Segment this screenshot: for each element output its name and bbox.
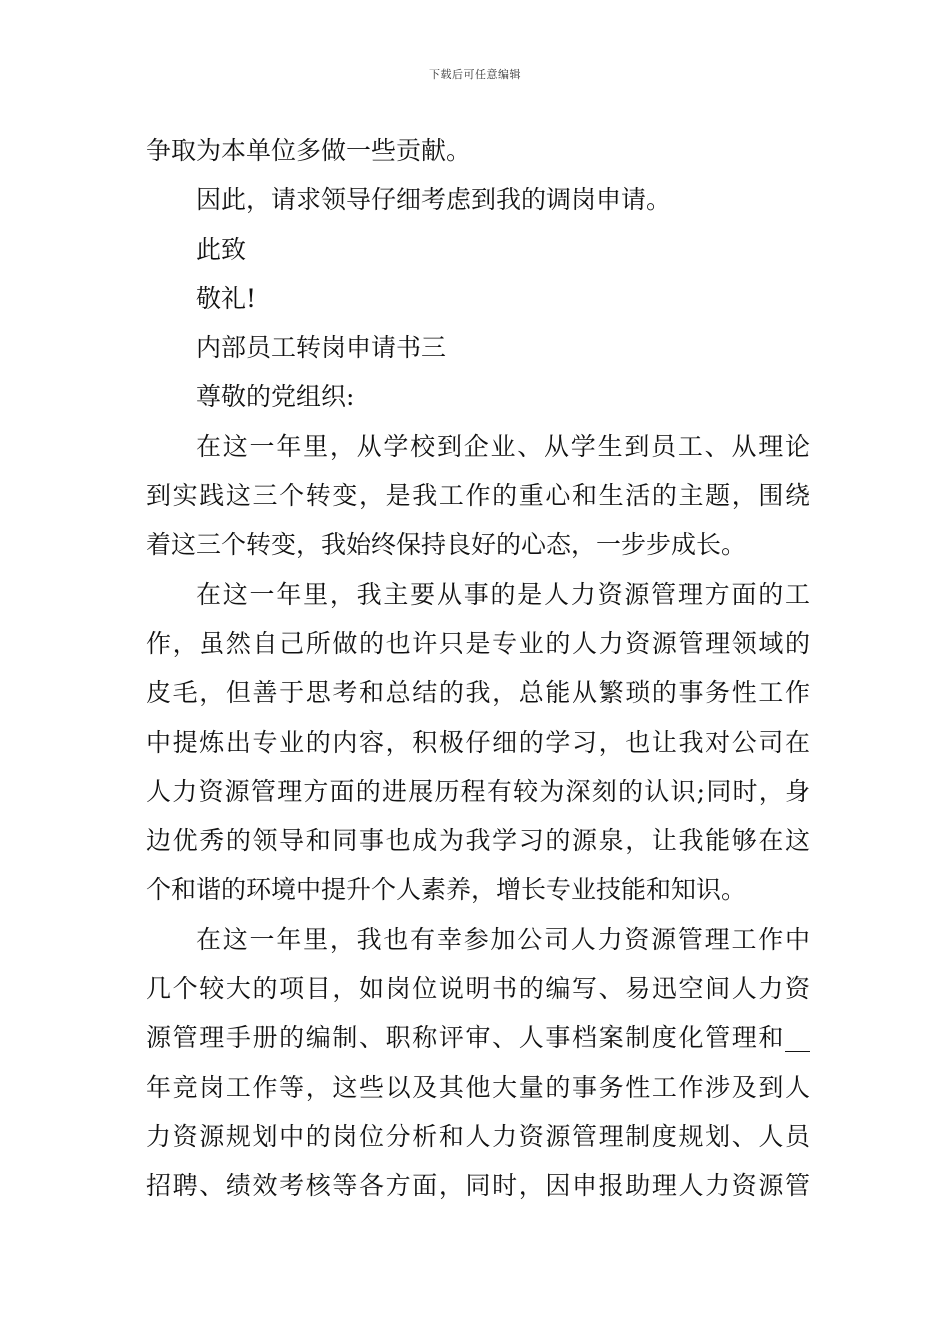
paragraph-line: 中提炼出专业的内容，积极仔细的学习，也让我对公司在 [146, 727, 810, 757]
closing-salutation: 敬礼! [196, 283, 257, 313]
paragraph-line: 在这一年里，我也有幸参加公司人力资源管理工作中 [196, 924, 810, 954]
paragraph-line: 力资源规划中的岗位分析和人力资源管理制度规划、人员 [146, 1121, 810, 1151]
paragraph-line: 招聘、绩效考核等各方面，同时，因申报助理人力资源管 [146, 1171, 810, 1201]
section-title: 内部员工转岗申请书三 [196, 333, 447, 363]
paragraph-line: 因此，请求领导仔细考虑到我的调岗申请。 [196, 185, 672, 215]
paragraph-line: 着这三个转变，我始终保持良好的心态，一步步成长。 [146, 530, 747, 560]
closing-salutation: 此致 [196, 234, 247, 264]
paragraph-line: 在这一年里，从学校到企业、从学生到员工、从理论 [196, 431, 810, 461]
paragraph-line: 边优秀的领导和同事也成为我学习的源泉，让我能够在这 [146, 826, 810, 856]
paragraph-line: 到实践这三个转变，是我工作的重心和生活的主题，围绕 [146, 481, 810, 511]
paragraph-line: 源管理手册的编制、职称评审、人事档案制度化管理和__ [146, 1023, 810, 1053]
letter-greeting: 尊敬的党组织: [196, 382, 355, 412]
document-body [146, 126, 810, 1211]
paragraph-line: 几个较大的项目，如岗位说明书的编写、易迅空间人力资 [146, 974, 810, 1004]
paragraph-line: 皮毛，但善于思考和总结的我，总能从繁琐的事务性工作 [146, 678, 810, 708]
paragraph-line: 作，虽然自己所做的也许只是专业的人力资源管理领域的 [146, 628, 810, 658]
paragraph-line: 在这一年里，我主要从事的是人力资源管理方面的工 [196, 579, 810, 609]
page-header: 下载后可任意编辑 [429, 68, 521, 81]
paragraph-line: 争取为本单位多做一些贡献。 [146, 136, 472, 165]
paragraph-line: 年竞岗工作等，这些以及其他大量的事务性工作涉及到人 [146, 1072, 810, 1102]
paragraph-line: 个和谐的环境中提升个人素养，增长专业技能和知识。 [146, 875, 747, 905]
paragraph-line: 人力资源管理方面的进展历程有较为深刻的认识;同时，身 [146, 776, 810, 806]
